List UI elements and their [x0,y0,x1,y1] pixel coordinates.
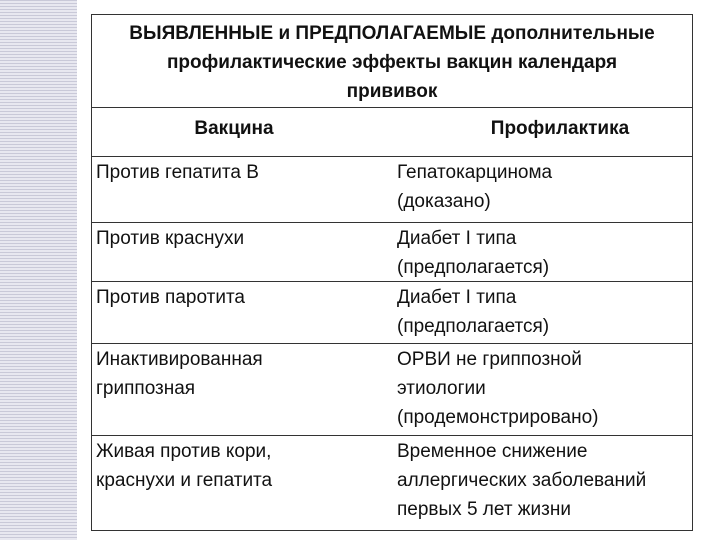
cell-line: (продемонстрировано) [397,407,599,428]
cell-line: гриппозная [96,378,196,399]
cell-line: Живая против кори, [96,441,272,462]
cell-line: краснухи и гепатита [96,470,273,491]
vaccine-cell [92,157,392,222]
table-row [92,223,692,282]
title-line: профилактические эффекты вакцин календаря [166,52,618,73]
prevention-cell [392,282,692,343]
table-title [92,15,692,108]
title-line: прививок [346,81,438,102]
cell-line: (доказано) [397,191,491,212]
prevention-cell [392,157,692,222]
column-header-prevention: Профилактика [490,118,630,139]
decorative-side-stripe [0,0,80,540]
prevention-cell [392,344,692,435]
cell-line: первых 5 лет жизни [397,499,571,520]
vaccine-cell [92,436,392,530]
cell-line: (предполагается) [397,257,550,278]
vaccine-effects-table [91,14,693,531]
cell-line: Против краснухи [96,228,245,249]
cell-line: Против гепатита В [96,162,259,183]
cell-line: Диабет I типа [397,228,517,249]
table-row [92,282,692,344]
vaccine-cell [92,344,392,435]
cell-line: Против паротита [96,287,246,308]
cell-line: аллергических заболеваний [397,470,647,491]
cell-line: Временное снижение [397,441,588,462]
header-row [92,108,692,157]
cell-line: (предполагается) [397,316,550,337]
prevention-cell [392,223,692,281]
cell-line: Инактивированная [96,349,263,370]
table-row [92,436,692,530]
table-row [92,157,692,223]
vaccine-cell [92,223,392,281]
cell-line: этиологии [397,378,486,399]
title-line: ВЫЯВЛЕННЫЕ и ПРЕДПОЛАГАЕМЫЕ дополнительные [129,23,655,44]
column-header-vaccine: Вакцина [194,118,274,139]
prevention-cell [392,436,692,530]
cell-line: ОРВИ не гриппозной [397,349,582,370]
vaccine-cell [92,282,392,343]
table-row [92,344,692,436]
cell-line: Гепатокарцинома [397,162,553,183]
cell-line: Диабет I типа [397,287,517,308]
